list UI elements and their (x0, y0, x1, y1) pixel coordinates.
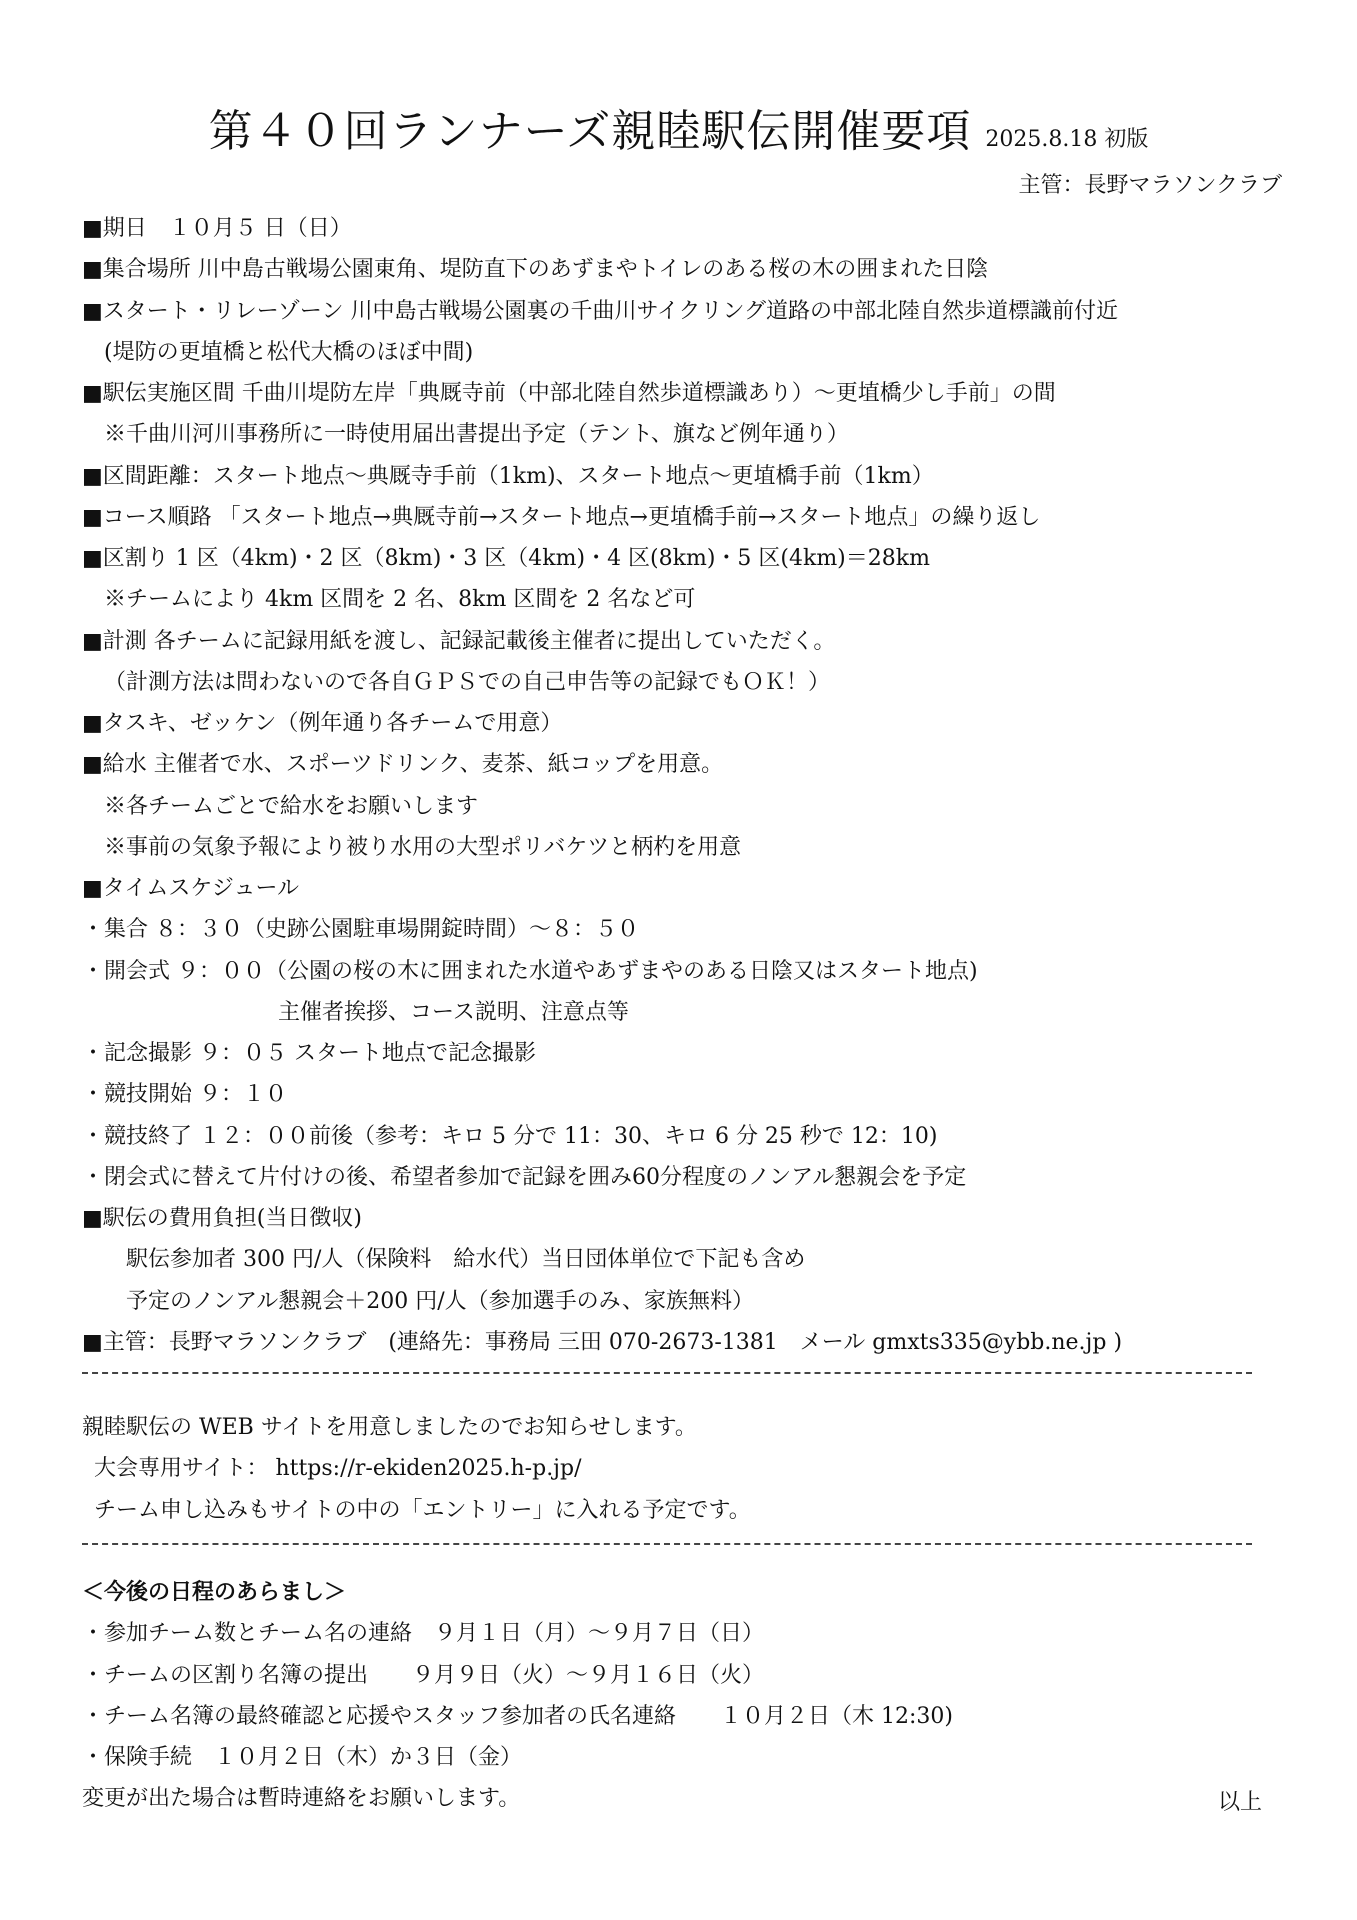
schedule-item: ・チームの区割り名簿の提出 ９月９日（火）～９月１６日（火） (82, 1662, 765, 1688)
detail-line: ・集合 ８：３０（史跡公園駐車場開錠時間）～８：５０ (82, 917, 639, 943)
title-version: 2025.8.18 初版 (985, 127, 1149, 152)
detail-line: ■給水 主催者で水、スポーツドリンク、麦茶、紙コップを用意。 (82, 752, 724, 778)
schedule-heading: ＜今後の日程のあらまし＞ (82, 1579, 347, 1605)
detail-line: ※チームにより 4km 区間を 2 名、8km 区間を 2 名など可 (104, 587, 696, 613)
detail-line: ※事前の気象予報により被り水用の大型ポリバケツと柄杓を用意 (104, 834, 742, 860)
detail-line: ■駅伝実施区間 千曲川堤防左岸「典厩寺前（中部北陸自然歩道標識あり）～更埴橋少し手前」の間 (82, 381, 1056, 406)
title-main: 第４０回ランナーズ親睦駅伝開催要項 (208, 106, 972, 157)
detail-line: ・競技終了 １２：００前後（参考：キロ 5 分で 11：30、キロ 6 分 25 秒で 12：10) (82, 1123, 938, 1149)
website-announcement (82, 1407, 1282, 1531)
document-title (0, 95, 1357, 159)
detail-line: ■集合場所 川中島古戦場公園東角、堤防直下のあずまやトイレのある桜の木の囲まれた日陰 (82, 257, 989, 283)
organizer-line: 主管：長野マラソンクラブ (1018, 173, 1282, 198)
detail-line: ※千曲川河川事務所に一時使用届出書提出予定（テント、旗など例年通り） (104, 422, 849, 448)
schedule-list (82, 1613, 1282, 1778)
detail-line: 予定のノンアル懇親会＋200 円/人（参加選手のみ、家族無料） (126, 1288, 754, 1314)
detail-line: ・競技開始 ９：１０ (82, 1082, 287, 1108)
end-mark: 以上 (1217, 1790, 1262, 1815)
detail-line: 駅伝参加者 300 円/人（保険料 給水代）当日団体単位で下記も含め (126, 1247, 806, 1273)
schedule-item: ・チーム名簿の最終確認と応援やスタッフ参加者の氏名連絡 １０月２日（木 12:30) (82, 1703, 953, 1729)
detail-line: ■区間距離：スタート地点～典厩寺手前（1km)、スタート地点～更埴橋手前（1km） (82, 463, 934, 489)
divider-bottom (82, 1543, 1252, 1545)
detail-line: ・閉会式に替えて片付けの後、希望者参加で記録を囲み60分程度のノンアル懇親会を予定 (82, 1164, 967, 1190)
announcement-line: チーム申し込みもサイトの中の「エントリー」に入れる予定です。 (94, 1497, 751, 1523)
detail-line: （計測方法は問わないので各自ＧＰＳでの自己申告等の記録でもＯＫ！） (104, 669, 831, 695)
schedule-item: ・保険手続 １０月２日（木）か３日（金） (82, 1745, 523, 1770)
detail-line: ■タイムスケジュール (82, 876, 300, 901)
detail-line: ■計測 各チームに記録用紙を渡し、記録記載後主催者に提出していただく。 (82, 628, 836, 654)
divider-top (82, 1372, 1252, 1374)
announcement-line: 親睦駅伝の WEB サイトを用意しましたのでお知らせします。 (82, 1415, 697, 1440)
schedule-section (82, 1572, 1282, 1820)
detail-line: ■期日 １０月５ 日（日） (82, 216, 352, 241)
detail-line: ■コース順路 「スタート地点→典厩寺前→スタート地点→更埴橋手前→スタート地点」の繰り返し (82, 504, 1041, 530)
event-details (82, 208, 1282, 1363)
detail-line: ■区割り 1 区（4km)・2 区（8km)・3 区（4km)・4 区(8km)・5 区(4km)＝28km (82, 546, 930, 571)
schedule-item: ・参加チーム数とチーム名の連絡 ９月１日（月）～９月７日（日） (82, 1621, 765, 1647)
detail-line: ※各チームごとで給水をお願いします (104, 793, 479, 819)
detail-line: ■主管：長野マラソンクラブ (連絡先：事務局 三田 070-2673-1381 メール gmxts335@ybb.ne.jp ) (82, 1329, 1123, 1355)
detail-line: ■スタート・リレーゾーン 川中島古戦場公園裏の千曲川サイクリング道路の中部北陸自然歩道標識前付近 (82, 298, 1119, 324)
announcement-line: 大会専用サイト： https://r-ekiden2025.h-p.jp/ (94, 1456, 582, 1482)
schedule-footer: 変更が出た場合は暫時連絡をお願いします。 (82, 1786, 521, 1812)
detail-line: (堤防の更埴橋と松代大橋のほぼ中間) (104, 339, 474, 365)
detail-line: ・開会式 ９：００（公園の桜の木に囲まれた水道やあずまやのある日陰又はスタート地点) (82, 958, 978, 984)
detail-line: 主催者挨拶、コース説明、注意点等 (278, 999, 629, 1025)
detail-line: ■タスキ、ゼッケン（例年通り各チームで用意） (82, 711, 563, 736)
detail-line: ■駅伝の費用負担(当日徴収) (82, 1206, 362, 1231)
detail-line: ・記念撮影 ９：０５ スタート地点で記念撮影 (82, 1041, 536, 1066)
